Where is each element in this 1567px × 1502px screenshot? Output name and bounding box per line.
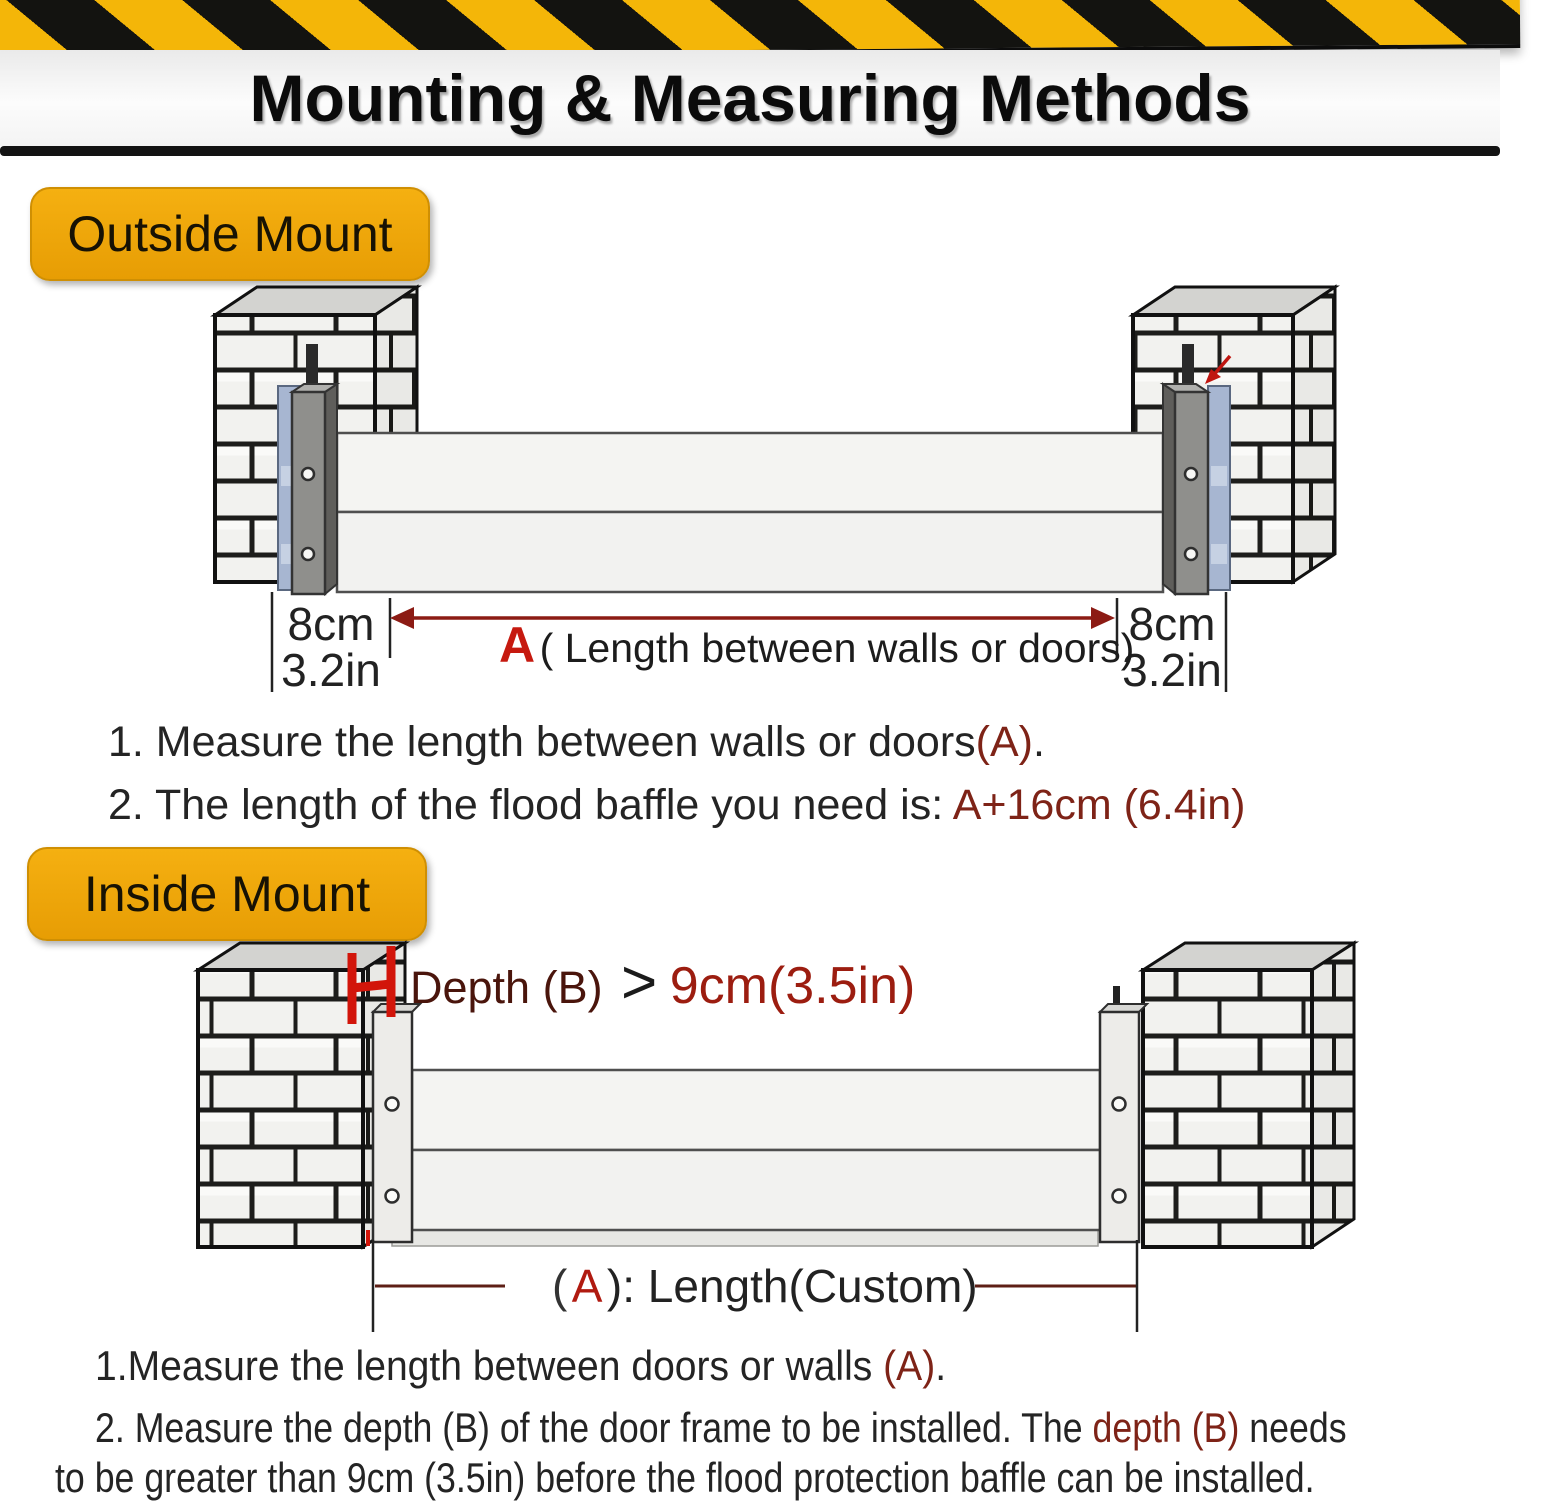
span-length-label: A ( Length between walls or doors) — [499, 617, 1135, 673]
outside-mount-steps — [108, 718, 1488, 830]
right-brick-pillar — [1143, 943, 1354, 1247]
barrier-base-strip — [392, 1230, 1098, 1246]
inside-step-1: 1.Measure the length between doors or walls (A). — [95, 1342, 947, 1389]
outside-mount-badge — [30, 187, 430, 281]
inside-mount-diagram — [0, 940, 1500, 1335]
right-gap-in-label: 3.2in — [1122, 644, 1222, 696]
screw-hole — [1185, 548, 1197, 560]
screw-hole — [1185, 468, 1197, 480]
screw-hole — [386, 1098, 399, 1111]
inside-step-2-line-2: to be greater than 9cm (3.5in) before the flood protection baffle can be installed. — [55, 1454, 1315, 1501]
outside-step-1: 1. Measure the length between walls or doors(A). — [108, 718, 1045, 766]
outside-measurements — [272, 592, 1226, 696]
page-title: Mounting & Measuring Methods — [249, 61, 1251, 135]
right-gap-cm-label: 8cm — [1128, 598, 1216, 650]
inside-mount-badge-label: Inside Mount — [83, 866, 371, 922]
outside-mount-badge-label: Outside Mount — [67, 206, 393, 262]
title-band — [0, 50, 1500, 146]
screw-hole — [386, 1190, 399, 1203]
left-gap-in-label: 3.2in — [281, 644, 381, 696]
left-mounting-channel — [373, 986, 420, 1242]
screw-hole — [302, 548, 314, 560]
outside-mount-diagram — [0, 278, 1500, 698]
custom-length-label: ( A ): Length(Custom) — [552, 1260, 978, 1312]
inside-mount-badge — [27, 847, 427, 941]
inside-measurements — [373, 1240, 1137, 1332]
flood-barrier-boards — [412, 1070, 1100, 1230]
arrow-head-left-icon — [390, 607, 414, 629]
screw-hole — [1113, 1190, 1126, 1203]
inside-mount-steps — [0, 1342, 1500, 1502]
screw-hole — [302, 468, 314, 480]
outside-step-2: 2. The length of the flood baffle you need is: A+16cm (6.4in) — [108, 781, 1246, 829]
screw-hole — [1113, 1098, 1126, 1111]
inside-step-2-line-1: 2. Measure the depth (B) of the door frame to be installed. The depth (B) needs — [95, 1404, 1347, 1451]
depth-requirement-label: Depth (B) > 9cm(3.5in) — [410, 948, 916, 1017]
left-gap-cm-label: 8cm — [287, 598, 375, 650]
divider-bar — [0, 146, 1500, 156]
right-mounting-channel — [1100, 986, 1147, 1242]
flood-barrier-boards — [337, 433, 1163, 592]
